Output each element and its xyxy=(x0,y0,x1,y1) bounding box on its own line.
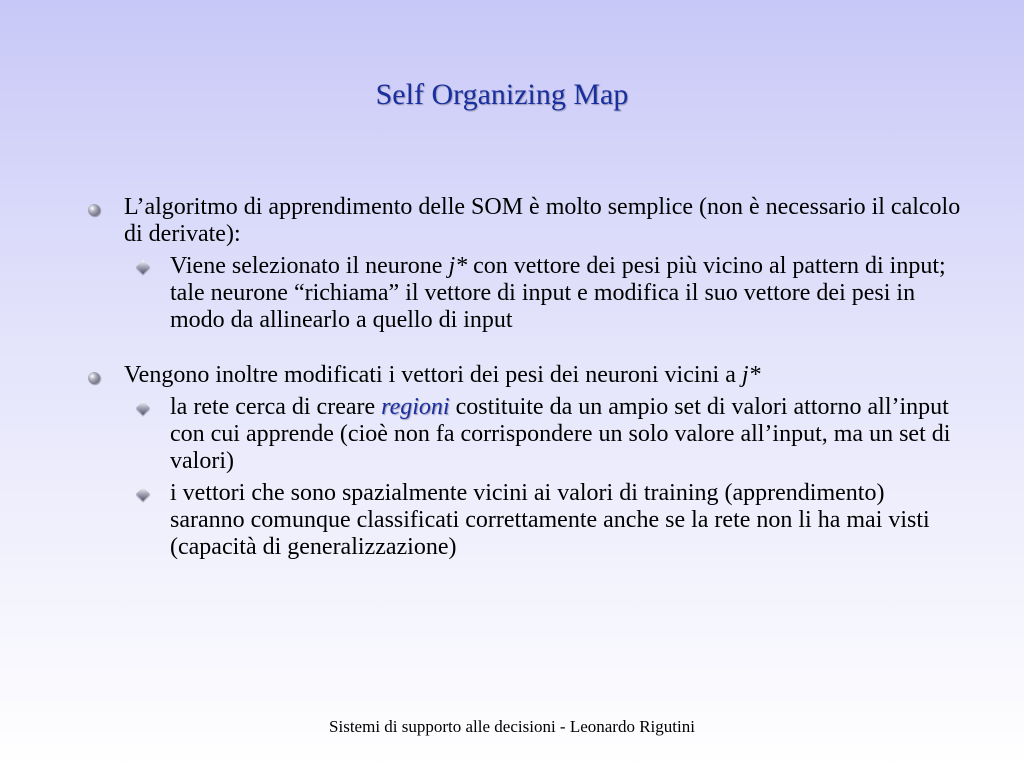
bullet-item xyxy=(84,194,964,248)
sub-bullet-item xyxy=(84,253,964,334)
diamond-bullet-icon xyxy=(136,401,150,415)
diamond-bullet-icon xyxy=(136,487,150,501)
neuron-symbol: j* xyxy=(741,362,761,388)
slide-title: Self Organizing Map xyxy=(375,78,629,111)
sub-bullet-text-start: Viene selezionato il neurone xyxy=(170,253,449,279)
sub-bullet-item xyxy=(84,480,964,561)
bullet-text-start: Vengono inoltre modificati i vettori dei pesi dei neuroni vicini a xyxy=(124,362,742,388)
sub-bullet-text: i vettori che sono spazialmente vicini ai valori di training (apprendimento) saranno comunque classificati correttamente anche se la rete non li ha mai visti (capacità di generalizzazione) xyxy=(170,480,930,560)
round-bullet-icon xyxy=(88,204,100,216)
sub-bullet-text-end: con vettore dei pesi più vicino al pattern di input; tale neurone “richiama” il vettore di input e modifica il suo vettore dei pesi in modo da allinearlo a quello di input xyxy=(170,253,946,333)
round-bullet-icon xyxy=(88,372,100,384)
highlighted-term: regioni xyxy=(381,394,450,420)
diamond-bullet-icon xyxy=(136,260,150,274)
sub-bullet-item xyxy=(84,394,964,475)
bullet-text: L’algoritmo di apprendimento delle SOM è molto semplice (non è necessario il calcolo di derivate): xyxy=(124,194,961,247)
slide-footer: Sistemi di supporto alle decisioni - Leonardo Rigutini xyxy=(329,717,695,736)
slide-content xyxy=(84,194,964,561)
sub-bullet-text-end: costituite da un ampio set di valori attorno all’input con cui apprende (cioè non fa corrispondere un solo valore all’input, ma un set di valori) xyxy=(170,394,951,474)
neuron-symbol: j* xyxy=(448,253,468,279)
sub-bullet-text-start: la rete cerca di creare xyxy=(170,394,382,420)
spacer xyxy=(84,334,964,362)
bullet-item xyxy=(84,362,964,389)
